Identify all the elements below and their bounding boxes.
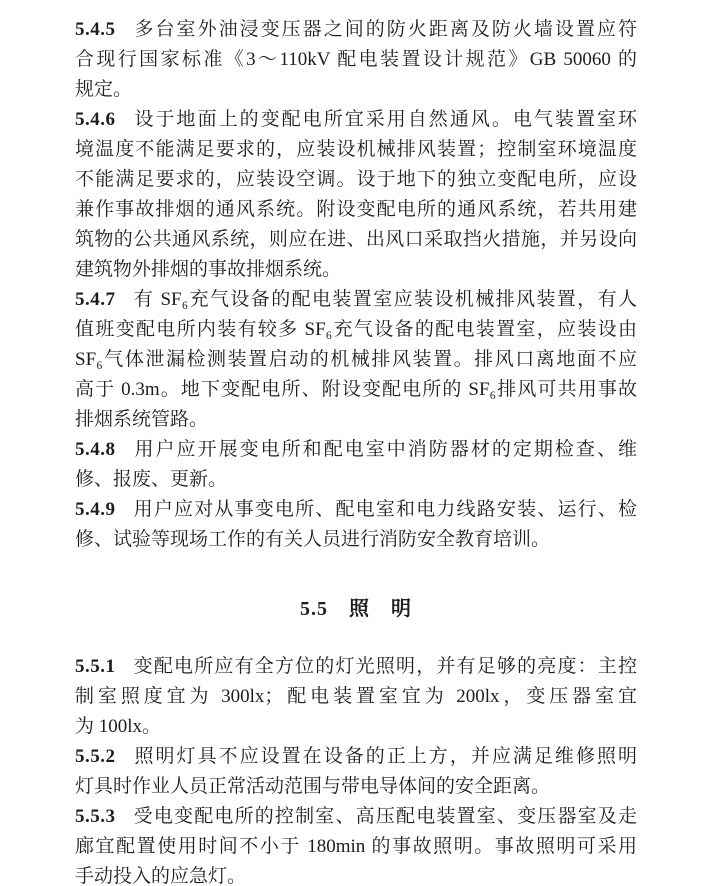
text-line [75, 742, 637, 772]
clause-paragraph [75, 742, 637, 802]
text-line: 合现行国家标准《3～110kV 配电装置设计规范》GB 50060 的 [75, 49, 637, 70]
clause-number: 5.4.5 [75, 19, 116, 40]
clause-paragraph [75, 105, 637, 285]
text-line: 修、报废、更新。 [75, 469, 228, 490]
clause-number: 5.4.8 [75, 439, 116, 460]
text-line: 灯具时作业人员正常活动范围与带电导体间的安全距离。 [75, 776, 551, 797]
text-line [75, 15, 637, 45]
clause-number: 5.5.2 [75, 746, 116, 767]
text-line: 修、试验等现场工作的有关人员进行消防安全教育培训。 [75, 529, 551, 550]
clause-number: 5.5.3 [75, 806, 116, 827]
clause-first-line-text: 设于地面上的变配电所宜采用自然通风。电气装置室环 [132, 109, 637, 130]
clause-number: 5.4.9 [75, 499, 116, 520]
text-line [75, 652, 637, 682]
clause-number: 5.4.7 [75, 289, 116, 310]
text-line [75, 495, 637, 525]
clause-first-line-text: 用户应对从事变电所、配电室和电力线路安装、运行、检 [132, 499, 637, 520]
text-line: 兼作事故排烟的通风系统。附设变配电所的通风系统，若共用建 [75, 199, 637, 220]
clause-first-line-text: 照明灯具不应设置在设备的正上方，并应满足维修照明 [132, 746, 637, 767]
text-line [75, 285, 637, 315]
text-line: 廊宜配置使用时间不小于 180min 的事故照明。事故照明可采用 [75, 836, 637, 857]
text-line [75, 105, 637, 135]
text-line: 规定。 [75, 79, 133, 100]
clause-paragraph [75, 15, 637, 105]
clause-first-line-text: 受电变配电所的控制室、高压配电装置室、变压器室及走 [132, 806, 637, 827]
text-line: 建筑物外排烟的事故排烟系统。 [75, 259, 342, 280]
text-line: 手动投入的应急灯。 [75, 866, 247, 886]
text-line [75, 802, 637, 832]
clause-paragraph [75, 285, 637, 435]
text-line: 为 100lx。 [75, 716, 162, 737]
text-line: 排烟系统管路。 [75, 409, 209, 430]
clause-first-line-text: 变配电所应有全方位的灯光照明，并有足够的亮度：主控 [132, 656, 637, 677]
clause-paragraph [75, 652, 637, 742]
text-line: 筑物的公共通风系统，则应在进、出风口采取挡火措施，并另设向 [75, 229, 637, 250]
clause-first-line-text: 有 SF₆充气设备的配电装置室应装设机械排风装置，有人 [132, 289, 637, 310]
section-heading: 5.5 照 明 [300, 598, 412, 620]
clause-number: 5.4.6 [75, 109, 116, 130]
text-line: 不能满足要求的，应装设空调。设于地下的独立变配电所，应设 [75, 169, 637, 190]
text-line: 境温度不能满足要求的，应装设机械排风装置；控制室环境温度 [75, 139, 637, 160]
clause-first-line-text: 用户应开展变电所和配电室中消防器材的定期检查、维 [132, 439, 637, 460]
clause-paragraph [75, 435, 637, 495]
text-line: 高于 0.3m。地下变配电所、附设变配电所的 SF₆排风可共用事故 [75, 379, 637, 400]
text-line: 值班变配电所内装有较多 SF₆充气设备的配电装置室，应装设由 [75, 319, 637, 340]
text-line: 制室照度宜为 300lx；配电装置室宜为 200lx，变压器室宜 [75, 686, 637, 707]
clause-paragraph [75, 802, 637, 886]
text-line [75, 435, 637, 465]
clause-paragraph [75, 495, 637, 555]
clause-number: 5.5.1 [75, 656, 116, 677]
text-line: SF₆气体泄漏检测装置启动的机械排风装置。排风口离地面不应 [75, 349, 637, 370]
clause-first-line-text: 多台室外油浸变压器之间的防火距离及防火墙设置应符 [132, 19, 637, 40]
